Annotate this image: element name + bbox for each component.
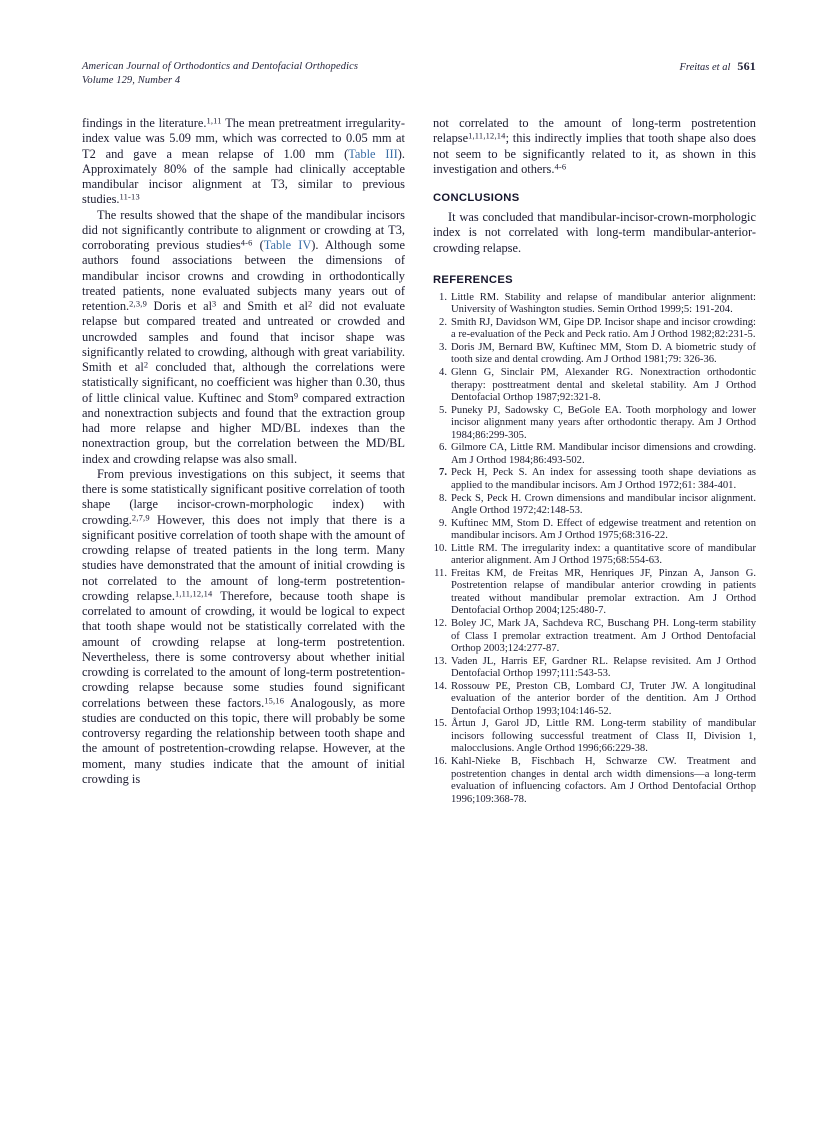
reference-number: 9. — [439, 517, 447, 529]
reference-text: Kuftinec MM, Stom D. Effect of edgewise treatment and retention on mandibular incisors. Am J Orthod 1975;68:316-22. — [451, 517, 756, 542]
reference-text: Boley JC, Mark JA, Sachdeva RC, Buschang PH. Long-term stability of Class I premolar extraction treatment. Am J Orthod Dentofacial Orthop 2003;124:277-87. — [451, 617, 756, 655]
reference-number: 5. — [439, 404, 447, 416]
reference-text: Årtun J, Garol JD, Little RM. Long-term stability of mandibular incisors following successful treatment of Class II, Division 1, malocclusions. Angle Orthod 1996;66:229-38. — [451, 718, 756, 755]
reference-item — [433, 568, 756, 618]
reference-item — [433, 317, 756, 342]
citation-superscript: 1,11 — [206, 115, 222, 126]
reference-item — [433, 518, 756, 543]
text-run: From previous investigations on this subject, it seems that there is some statistically significant positive correlation of tooth shape (large incisor-crown-morphologic index) with crowding. — [82, 466, 405, 527]
citation-superscript: 2 — [308, 298, 313, 309]
reference-item — [433, 442, 756, 467]
text-run: Analogously, as more studies are conducted on this topic, there will probably be some controversy regarding the relationship between tooth shape and the amount of postretention-crowding relapse. However, at the moment, many studies indicate that the amount of initial crowding is — [82, 695, 406, 786]
citation-superscript: 9 — [293, 389, 299, 400]
reference-text: Little RM. Stability and relapse of mandibular anterior alignment: University of Washington studies. Semin Orthod 1999;5: 191-204. — [451, 291, 756, 316]
reference-item — [433, 718, 756, 756]
journal-volume-issue: Volume 129, Number 4 — [82, 74, 181, 86]
text-run: ). Approximately 80% of the sample had clinically acceptable mandibular incisor alignment at T3, similar to previous studies. — [82, 146, 405, 207]
reference-text: Doris JM, Bernard BW, Kuftinec MM, Stom D. A biometric study of tooth size and dental crowding. Am J Orthod 1981;79: 326-36. — [451, 341, 756, 366]
left-column — [82, 116, 405, 787]
text-run: The mean pretreatment irregularity-index value was 5.09 mm, which was corrected to 0.05 mm at T2 and gave a mean relapse of 1.00 mm ( — [82, 116, 406, 161]
reference-text: Kahl-Nieke B, Fischbach H, Schwarze CW. Treatment and postretention changes in dental arch width dimensions—a long-term evaluation of influencing cofactors. Am J Orthod Dentofacial Orthop 1996;109:368-78. — [451, 755, 756, 805]
text-run: ). Although some authors found associations between the dimensions of mandibular incisor crowns and crowding in orthodontically treated patients, none evaluated subjects many years out of retention. — [82, 238, 405, 313]
citation-superscript: 2,3,9 — [129, 298, 147, 309]
reference-item — [433, 493, 756, 518]
running-head-authors-page — [679, 60, 756, 75]
text-run: concluded that, although the correlations were statistically significant, no coefficient was higher than 0.30, thus of little clinical value. Kuftinec and Stom — [82, 360, 405, 405]
running-head — [82, 60, 756, 87]
page-number: 561 — [737, 59, 756, 73]
reference-number: 7. — [439, 467, 447, 479]
reference-item — [433, 292, 756, 317]
paragraph-discussion-1 — [82, 116, 405, 208]
reference-item — [433, 543, 756, 568]
citation-superscript: 11-13 — [119, 191, 140, 202]
reference-item — [433, 342, 756, 367]
reference-number: 2. — [439, 316, 447, 328]
reference-text: Little RM. The irregularity index: a quantitative score of mandibular anterior alignment. Am J Orthod 1975;68:554-63. — [451, 542, 756, 567]
paragraph-conclusions: It was concluded that mandibular-incisor-crown-morphologic index is not correlated with long-term mandibular-anterior-crowding relapse. — [433, 210, 756, 255]
reference-text: Rossouw PE, Preston CB, Lombard CJ, Truter JW. A longitudinal evaluation of the anterior border of the dentition. Am J Orthod Dentofacial Orthop 1993;104:146-52. — [451, 680, 756, 717]
reference-number: 13. — [433, 655, 447, 667]
text-run: ; this indirectly implies that tooth shape also does not seem to be significantly related to it, as shown in this investigation and others. — [433, 131, 756, 176]
reference-item — [433, 405, 756, 443]
reference-text: Puneky PJ, Sadowsky C, BeGole EA. Tooth morphology and lower incisor alignment many years after orthodontic therapy. Am J Orthod 1984;86:299-305. — [451, 404, 756, 441]
table-cross-reference-iii[interactable]: Table III — [348, 146, 398, 161]
text-run: did not evaluate relapse but compared treated and untreated or crowded and uncrowded samples and found that incisor shape was significantly related to crowding, although with great variability. Smith et al — [82, 299, 406, 374]
reference-number: 10. — [433, 542, 447, 554]
reference-item — [433, 681, 756, 719]
paragraph-discussion-2 — [82, 208, 405, 467]
reference-number: 14. — [433, 680, 447, 692]
text-run: Therefore, because tooth shape is correlated to amount of crowding, it would be logical to expect that tooth shape would not be statistically correlated with the amount of crowding relapse at long-term postretention. Nevertheless, there is some controversy about whether initial crowding is correlated to the amount of long-term postretention-crowding relapse because some studies found significant correlations between these factors. — [82, 588, 406, 710]
reference-item — [433, 756, 756, 806]
journal-title: American Journal of Orthodontics and Dentofacial Orthopedics — [82, 61, 359, 72]
reference-number: 16. — [433, 755, 447, 767]
reference-item — [433, 367, 756, 405]
text-run: and Smith et al — [216, 299, 309, 313]
citation-superscript: 1,11,12,14 — [468, 130, 506, 141]
reference-list — [433, 292, 756, 806]
reference-text: Peck H, Peck S. An index for assessing tooth shape deviations as applied to the mandibular incisors. Am J Orthod 1972;61: 384-401. — [451, 467, 756, 491]
text-run: The results showed that the shape of the mandibular incisors did not significantly contribute to alignment or crowding at T3, corroborating previous studies — [82, 207, 405, 252]
reference-number: 3. — [439, 341, 447, 353]
reference-text: Smith RJ, Davidson WM, Gipe DP. Incisor shape and incisor crowding: a re-evaluation of the Peck and Peck ratio. Am J Orthod 1982;82:231-5. — [451, 316, 756, 341]
text-run: ( — [252, 238, 264, 252]
reference-text: Vaden JL, Harris EF, Gardner RL. Relapse revisited. Am J Orthod Dentofacial Orthop 1997;111:543-53. — [451, 655, 756, 680]
running-head-author-names: Freitas et al — [679, 62, 731, 73]
citation-superscript: 4-6 — [240, 237, 253, 248]
reference-item — [433, 656, 756, 681]
reference-number: 8. — [439, 492, 447, 504]
citation-superscript: 15,16 — [264, 694, 285, 705]
reference-text: Gilmore CA, Little RM. Mandibular incisor dimensions and crowding. Am J Orthod 1984;86:493-502. — [451, 442, 756, 466]
paragraph-discussion-3 — [82, 467, 405, 787]
citation-superscript: 1,11,12,14 — [174, 588, 213, 599]
paragraph-discussion-continued — [433, 116, 756, 177]
reference-item — [433, 618, 756, 656]
text-run: compared extraction and nonextraction subjects and found that the extraction group had more relapse and higher MD/BL indexes than the nonextraction group, but the correlation between the MD/BL index and crowding relapse was also small. — [82, 390, 405, 466]
text-run: Doris et al — [146, 299, 213, 313]
reference-text: Glenn G, Sinclair PM, Alexander RG. Nonextraction orthodontic therapy: posttreatment dental and skeletal stability. Am J Orthod Dentofacial Orthop 1987;92:321-8. — [451, 367, 756, 404]
heading-conclusions: CONCLUSIONS — [433, 192, 520, 204]
citation-superscript: 3 — [212, 298, 217, 309]
citation-superscript: 2,7,9 — [131, 511, 150, 522]
reference-number: 4. — [439, 367, 447, 379]
reference-number: 1. — [439, 291, 447, 303]
reference-number: 6. — [439, 442, 447, 454]
running-head-journal — [82, 60, 358, 87]
heading-references: REFERENCES — [433, 273, 513, 286]
reference-number: 12. — [433, 617, 447, 629]
citation-superscript: 2 — [143, 359, 149, 370]
reference-text: Peck S, Peck H. Crown dimensions and mandibular incisor alignment. Angle Orthod 1972;42:148-53. — [451, 492, 756, 517]
text-run: findings in the literature. — [82, 116, 207, 130]
reference-item — [433, 467, 756, 492]
reference-number: 15. — [433, 718, 447, 730]
right-column — [433, 116, 756, 806]
text-run: not correlated to the amount of long-term postretention relapse — [433, 116, 756, 146]
table-cross-reference-iv[interactable]: Table IV — [263, 238, 312, 252]
text-run: However, this does not imply that there is a significant positive correlation of tooth shape with the amount of crowding relapse of treated patients in the long term. Many studies have demonstrated that the amount of initial crowding is not correlated to the amount of long-term postretention-crowding relapse. — [82, 512, 405, 603]
reference-number: 11. — [434, 567, 447, 579]
reference-text: Freitas KM, de Freitas MR, Henriques JF, Pinzan A, Janson G. Postretention relapse of mandibular anterior crowding in patients treated without mandibular premolar extraction. Am J Orthod Dentofacial Orthop 2004;125:480-7. — [451, 567, 756, 617]
citation-superscript: 4-6 — [554, 161, 567, 172]
